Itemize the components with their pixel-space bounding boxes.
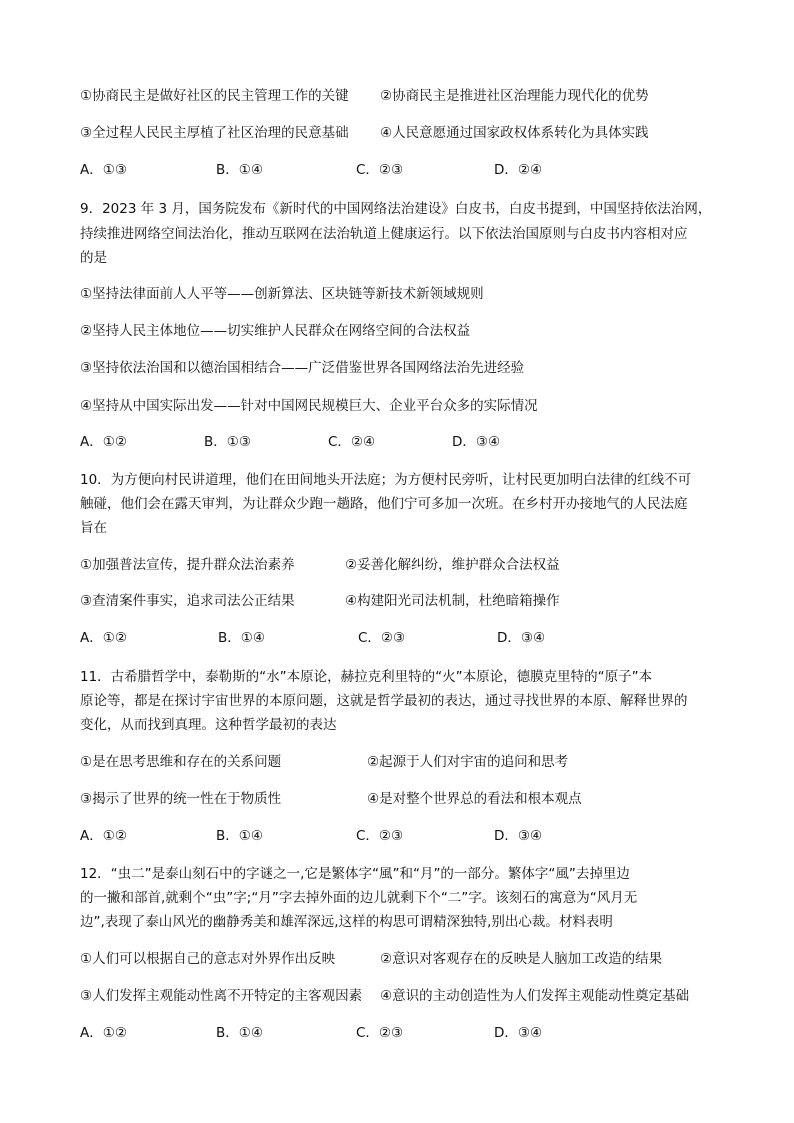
q12-options-row-2 (80, 984, 690, 1004)
q10-answer-b[interactable]: B．①④ (218, 630, 265, 646)
q11-answer-c[interactable]: C．②③ (356, 828, 404, 844)
q11-stem-line-1: 11．古希腊哲学中，泰勒斯的“水”本原论，赫拉克利里特的“火”本原论，德膜克里特的“原子”本 (80, 669, 653, 685)
q9-answer-a[interactable]: A．①② (80, 434, 127, 450)
q12-stem-line-3: 边”,表现了泰山风光的幽静秀美和雄浑深远,这样的构思可谓精深独特,别出心裁。材料表明 (80, 914, 613, 930)
q11-option-1: ①是在思考思维和存在的关系问题 (80, 754, 282, 770)
q9-stem-line-3: 的是 (80, 250, 107, 266)
q12-stem-line-2: 的一撇和部首,就剩个“虫”字;“月”字去掉外面的边儿就剩下个“二”字。该刻石的寓意为“风月无 (80, 890, 638, 906)
q11-option-2: ②起源于人们对宇宙的追问和思考 (367, 754, 569, 770)
q8-answer-d[interactable]: D．②④ (494, 162, 543, 178)
q10-answer-a[interactable]: A．①② (80, 630, 127, 646)
q9-stem-line-1: 9．2023 年 3 月，国务院发布《新时代的中国网络法治建设》白皮书，白皮书提到，中国坚持依法治网， (80, 201, 712, 217)
q9-stem-line-2: 持续推进网络空间法治化，推动互联网在法治轨道上健康运行。以下依法治国原则与白皮书内容相对应 (80, 226, 688, 242)
q10-options-row-2 (80, 589, 560, 609)
q11-stem-line-3: 变化，从而找到真理。这种哲学最初的表达 (80, 717, 337, 733)
q10-stem-line-1: 10．为方便向村民讲道理，他们在田间地头开法庭；为方便村民旁听，让村民更加明白法律的红线不可 (80, 472, 692, 488)
q8-option-4: ④人民意愿通过国家政权体系转化为具体实践 (380, 125, 649, 141)
q8-option-1: ①协商民主是做好社区的民主管理工作的关键 (80, 88, 349, 104)
q11-answer-a[interactable]: A．①② (80, 828, 127, 844)
q12-options-row-1 (80, 947, 663, 967)
q8-options-row-1 (80, 84, 649, 104)
q9-answer-c[interactable]: C．②④ (328, 434, 376, 450)
q9-answer-d[interactable]: D．③④ (452, 434, 501, 450)
q11-answer-b[interactable]: B．①④ (216, 828, 263, 844)
q11-stem-line-2: 原论等，都是在探讨宇宙世界的本原问题，这就是哲学最初的表达，通过寻找世界的本原、解释世界的 (80, 693, 688, 709)
q12-option-1: ①人们可以根据自己的意志对外界作出反映 (80, 951, 336, 967)
q12-answer-c[interactable]: C．②③ (356, 1025, 404, 1041)
q8-options-row-2 (80, 121, 649, 141)
q10-option-4: ④构建阳光司法机制，杜绝暗箱操作 (345, 593, 560, 609)
q10-answer-d[interactable]: D．③④ (497, 630, 546, 646)
q10-options-row-1 (80, 553, 560, 573)
q9-option-1: ①坚持法律面前人人平等——创新算法、区块链等新技术新领域规则 (80, 286, 484, 302)
q10-option-1: ①加强普法宣传，提升群众法治素养 (80, 557, 295, 573)
q12-option-4: ④意识的主动创造性为人们发挥主观能动性奠定基础 (380, 988, 690, 1004)
q10-option-2: ②妥善化解纠纷，维护群众合法权益 (345, 557, 560, 573)
q10-option-3: ③查清案件事实，追求司法公正结果 (80, 593, 295, 609)
q8-answer-b[interactable]: B．①④ (216, 162, 263, 178)
q8-option-2: ②协商民主是推进社区治理能力现代化的优势 (380, 88, 649, 104)
q10-stem-line-3: 旨在 (80, 520, 107, 536)
q12-stem-line-1: 12．“虫二”是泰山刻石中的字谜之一,它是繁体字“風”和“月”的一部分。繁体字“風”去掉里边 (80, 866, 630, 882)
q11-options-row-1 (80, 750, 569, 770)
q9-answer-b[interactable]: B．①③ (204, 434, 251, 450)
q8-answer-a[interactable]: A．①③ (80, 162, 127, 178)
q8-option-3: ③全过程人民民主厚植了社区治理的民意基础 (80, 125, 349, 141)
q11-answer-d[interactable]: D．③④ (494, 828, 543, 844)
q8-answer-c[interactable]: C．②③ (356, 162, 404, 178)
q12-option-2: ②意识对客观存在的反映是人脑加工改造的结果 (380, 951, 663, 967)
q11-option-4: ④是对整个世界总的看法和根本观点 (367, 791, 582, 807)
q12-answer-b[interactable]: B．①④ (216, 1025, 263, 1041)
q12-answer-a[interactable]: A．①② (80, 1025, 127, 1041)
q10-stem-line-2: 触碰，他们会在露天审判，为让群众少跑一趟路，他们宁可多加一次班。在乡村开办接地气的人民法庭 (80, 496, 688, 512)
q9-option-2: ②坚持人民主体地位——切实维护人民群众在网络空间的合法权益 (80, 323, 471, 339)
q12-answer-d[interactable]: D．③④ (494, 1025, 543, 1041)
q12-option-3: ③人们发挥主观能动性离不开特定的主客观因素 (80, 988, 363, 1004)
q11-options-row-2 (80, 787, 582, 807)
q11-option-3: ③揭示了世界的统一性在于物质性 (80, 791, 282, 807)
q10-answer-c[interactable]: C．②③ (358, 630, 406, 646)
q9-option-4: ④坚持从中国实际出发——针对中国网民规模巨大、企业平台众多的实际情况 (80, 398, 538, 414)
q9-option-3: ③坚持依法治国和以德治国相结合——广泛借鉴世界各国网络法治先进经验 (80, 360, 525, 376)
